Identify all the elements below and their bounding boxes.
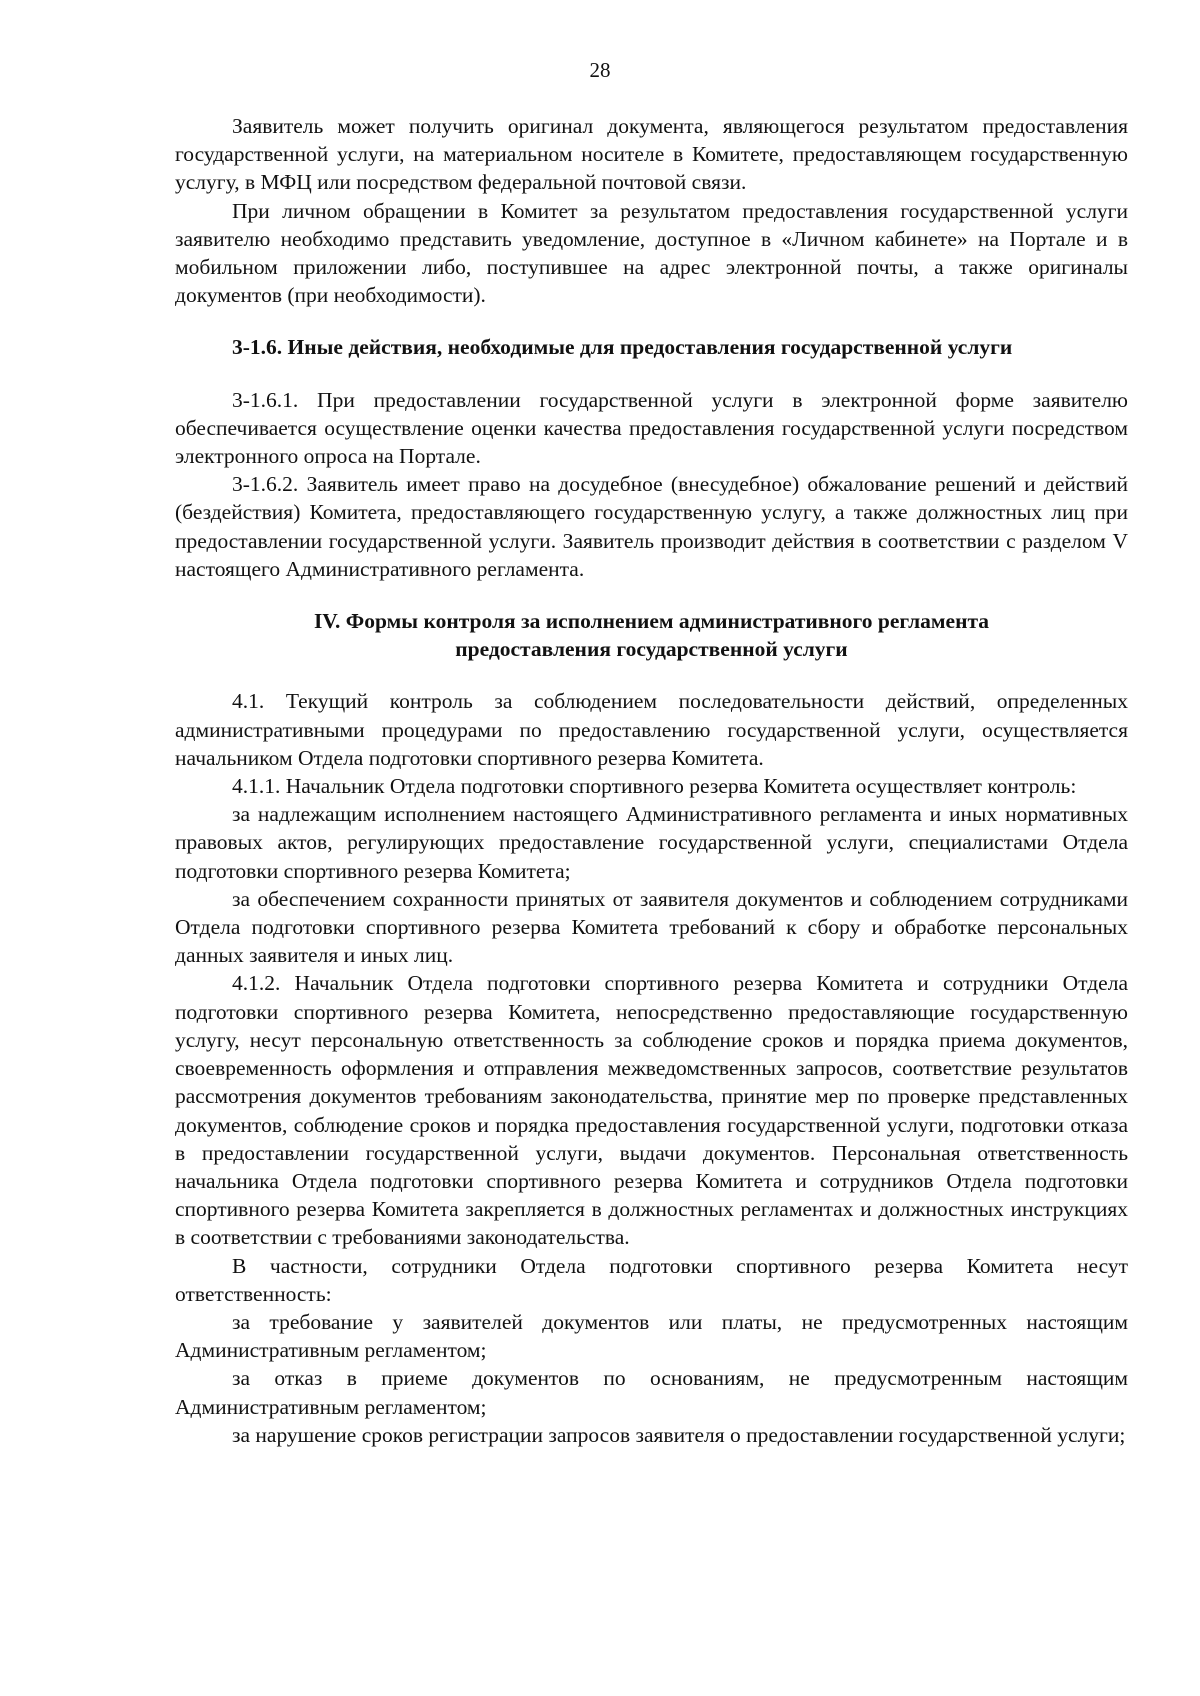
document-body <box>175 112 1128 1449</box>
paragraph: за нарушение сроков регистрации запросов заявителя о предоставлении государственной услуги; <box>232 1422 1126 1447</box>
paragraph: за требование у заявителей документов или платы, не предусмотренных настоящим Административным регламентом; <box>175 1309 1128 1363</box>
paragraph: за обеспечением сохранности принятых от заявителя документов и соблюдением сотрудниками Отдела подготовки спортивного резерва Комитета требований к сбору и обработке персональных данных заявителя и иных лиц. <box>175 886 1128 968</box>
paragraph: 4.1.1. Начальник Отдела подготовки спортивного резерва Комитета осуществляет контроль: <box>232 774 1077 799</box>
paragraph: 3-1.6.2. Заявитель имеет право на досудебное (внесудебное) обжалование решений и действий (бездействия) Комитета, предоставляющего государственную услугу, а также должностных лиц при предоставлении государственной услуги. Заявитель производит действия в соответствии с разделом V настоящего Административного регламента. <box>175 472 1128 581</box>
section-heading-iv-line2: предоставления государственной услуги <box>455 637 848 662</box>
page-number: 28 <box>589 58 611 82</box>
section-heading-3-1-6: 3-1.6. Иные действия, необходимые для предоставления государственной услуги <box>232 335 1013 360</box>
paragraph: В частности, сотрудники Отдела подготовки спортивного резерва Комитета несут ответственность: <box>175 1253 1128 1306</box>
paragraph: Заявитель может получить оригинал документа, являющегося результатом предоставления государственной услуги, на материальном носителе в Комитете, предоставляющем государственную услугу, в МФЦ или посредством федеральной почтовой связи. <box>175 114 1128 195</box>
section-heading-iv-line1: IV. Формы контроля за исполнением административного регламента <box>313 609 990 634</box>
paragraph: за надлежащим исполнением настоящего Административного регламента и иных нормативных правовых актов, регулирующих предоставление государственной услуги, специалистами Отдела подготовки спортивного резерва Комитета; <box>175 802 1128 883</box>
paragraph: 4.1.2. Начальник Отдела подготовки спортивного резерва Комитета и сотрудники Отдела подготовки спортивного резерва Комитета, непосредственно предоставляющие государственную услугу, несут персональную ответственность за соблюдение сроков и порядка приема документов, своевременность оформления и отправления межведомственных запросов, соответствие результатов рассмотрения документов требованиям законодательства, принятие мер по проверке представленных документов, соблюдение сроков и порядка предоставления государственной услуги, подготовки отказа в предоставлении государственной услуги, выдачи документов. Персональная ответственность начальника Отдела подготовки спортивного резерва Комитета и сотрудников Отдела подготовки спортивного резерва Комитета закрепляется в должностных регламентах и должностных инструкциях в соответствии с требованиями законодательства. <box>175 971 1128 1250</box>
paragraph: При личном обращении в Комитет за результатом предоставления государственной услуги заявителю необходимо представить уведомление, доступное в «Личном кабинете» на Портале и в мобильном приложении либо, поступившее на адрес электронной почты, а также оригиналы документов (при необходимости). <box>175 198 1128 308</box>
paragraph: 3-1.6.1. При предоставлении государственной услуги в электронной форме заявителю обеспечивается осуществление оценки качества предоставления государственной услуги посредством электронного опроса на Портале. <box>175 387 1128 469</box>
paragraph: за отказ в приеме документов по основаниям, не предусмотренным настоящим Административным регламентом; <box>175 1366 1128 1419</box>
paragraph: 4.1. Текущий контроль за соблюдением последовательности действий, определенных административными процедурами по предоставлению государственной услуги, осуществляется начальником Отдела подготовки спортивного резерва Комитета. <box>175 689 1128 770</box>
